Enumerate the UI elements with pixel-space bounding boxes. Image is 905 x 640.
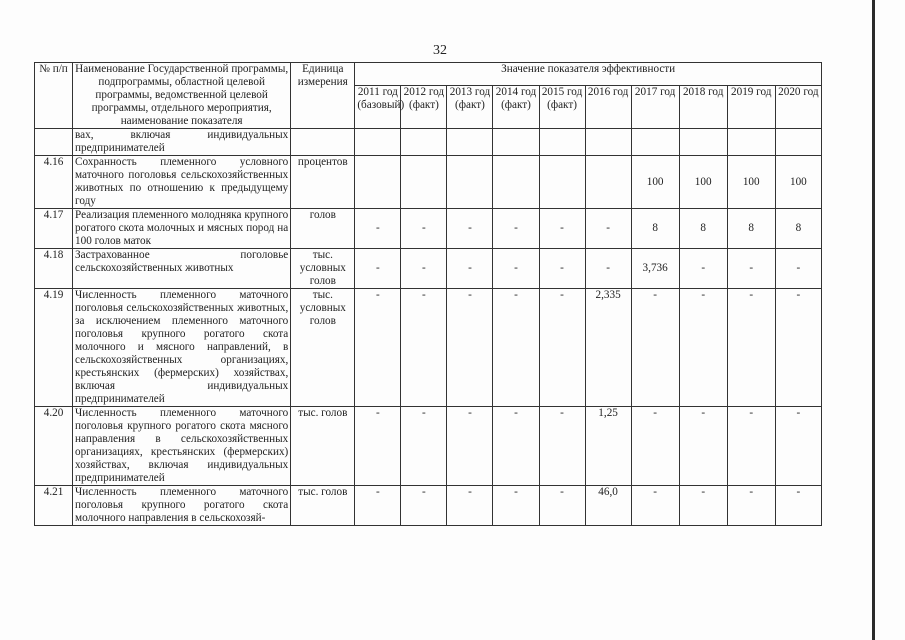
indicator-value: - xyxy=(679,289,727,407)
indicator-value xyxy=(539,156,585,209)
indicator-name: Численность племенного маточного поголовья сельскохозяйственных животных, за исключением племенного маточного поголовья крупного рогатого скота молочного и мясного направлений, в сельскохозяйственных организациях, крестьянских (фермерских) хозяйствах, включая индивидуальных предпринимателей xyxy=(73,289,291,407)
indicator-value: 8 xyxy=(727,209,775,249)
header-year: 2012 год (факт) xyxy=(401,85,447,128)
continuation-text: вах, включая индивидуальных предпринимателей xyxy=(73,129,291,156)
indicator-value: - xyxy=(631,486,679,526)
indicator-value: - xyxy=(631,407,679,486)
indicator-value: - xyxy=(493,209,539,249)
indicator-value: - xyxy=(493,249,539,289)
indicator-value: - xyxy=(447,289,493,407)
header-year: 2011 год (базовый) xyxy=(355,85,401,128)
indicator-value: - xyxy=(679,407,727,486)
unit: тыс. голов xyxy=(291,407,355,486)
indicator-value: - xyxy=(585,249,631,289)
indicator-value: - xyxy=(727,289,775,407)
indicator-table xyxy=(34,62,822,526)
unit: процентов xyxy=(291,156,355,209)
row-number: 4.16 xyxy=(35,156,73,209)
indicator-value: 100 xyxy=(679,156,727,209)
continuation-row xyxy=(35,129,822,156)
unit: голов xyxy=(291,209,355,249)
indicator-value: 100 xyxy=(775,156,821,209)
row-number: 4.20 xyxy=(35,407,73,486)
indicator-value: - xyxy=(539,209,585,249)
indicator-name: Реализация племенного молодняка крупного рогатого скота молочных и мясных пород на 100 голов маток xyxy=(73,209,291,249)
indicator-value xyxy=(493,156,539,209)
table-row xyxy=(35,249,822,289)
indicator-value: - xyxy=(447,407,493,486)
header-year: 2016 год xyxy=(585,85,631,128)
header-year: 2015 год (факт) xyxy=(539,85,585,128)
indicator-value: - xyxy=(355,249,401,289)
indicator-value: - xyxy=(679,249,727,289)
header-no: № п/п xyxy=(35,63,73,129)
indicator-name: Сохранность племенного условного маточного поголовья сельскохозяйственных животных по отношению к предыдущему году xyxy=(73,156,291,209)
indicator-value: 8 xyxy=(679,209,727,249)
header-year: 2014 год (факт) xyxy=(493,85,539,128)
indicator-value: 2,335 xyxy=(585,289,631,407)
indicator-value: - xyxy=(493,486,539,526)
indicator-name: Численность племенного маточного поголовья крупного рогатого скота мясного направления в сельскохозяйственных организациях, крестьянских (фермерских) хозяйствах, включая индивидуальных предпринимателей xyxy=(73,407,291,486)
indicator-value: - xyxy=(401,209,447,249)
header-year: 2017 год xyxy=(631,85,679,128)
indicator-value: - xyxy=(727,486,775,526)
header-year: 2013 год (факт) xyxy=(447,85,493,128)
indicator-value: 100 xyxy=(727,156,775,209)
indicator-value: - xyxy=(355,289,401,407)
indicator-value: - xyxy=(401,249,447,289)
indicator-value: - xyxy=(585,209,631,249)
indicator-value: 8 xyxy=(631,209,679,249)
indicator-value xyxy=(585,156,631,209)
indicator-value: - xyxy=(539,486,585,526)
unit: тыс. голов xyxy=(291,486,355,526)
header-values: Значение показателя эффективности xyxy=(355,63,822,86)
indicator-value: - xyxy=(493,289,539,407)
indicator-value: - xyxy=(447,249,493,289)
indicator-value: - xyxy=(493,407,539,486)
indicator-value: - xyxy=(355,407,401,486)
indicator-value: - xyxy=(539,289,585,407)
row-number: 4.17 xyxy=(35,209,73,249)
indicator-value: - xyxy=(775,289,821,407)
scan-edge-line xyxy=(872,0,875,640)
indicator-value: 1,25 xyxy=(585,407,631,486)
row-number: 4.19 xyxy=(35,289,73,407)
indicator-value: - xyxy=(539,407,585,486)
unit: тыс. условных голов xyxy=(291,289,355,407)
indicator-value: - xyxy=(775,486,821,526)
indicator-value xyxy=(401,156,447,209)
header-name: Наименование Государственной программы, подпрограммы, областной целевой программы, ведомственной целевой программы, отдельного мероприятия, наименование показателя xyxy=(73,63,291,129)
header-year: 2019 год xyxy=(727,85,775,128)
indicator-value: - xyxy=(631,289,679,407)
indicator-value: - xyxy=(775,407,821,486)
indicator-value: 3,736 xyxy=(631,249,679,289)
indicator-value: - xyxy=(355,486,401,526)
unit: тыс. условных голов xyxy=(291,249,355,289)
header-row-1 xyxy=(35,63,822,86)
table-row xyxy=(35,209,822,249)
indicator-value: - xyxy=(401,289,447,407)
indicator-value: - xyxy=(401,407,447,486)
header-year: 2018 год xyxy=(679,85,727,128)
header-unit: Единица измерения xyxy=(291,63,355,129)
page-number: 32 xyxy=(433,43,447,58)
table-row xyxy=(35,156,822,209)
indicator-value: - xyxy=(447,486,493,526)
indicator-value: 100 xyxy=(631,156,679,209)
row-number: 4.21 xyxy=(35,486,73,526)
indicator-value: - xyxy=(727,249,775,289)
header-year: 2020 год xyxy=(775,85,821,128)
indicator-name: Застрахованное поголовье сельскохозяйственных животных xyxy=(73,249,291,289)
table-row xyxy=(35,407,822,486)
indicator-value xyxy=(447,156,493,209)
indicator-name: Численность племенного маточного поголовья крупного рогатого скота молочного направления в сельскохозяй- xyxy=(73,486,291,526)
indicator-value: - xyxy=(447,209,493,249)
indicator-value: - xyxy=(727,407,775,486)
row-number: 4.18 xyxy=(35,249,73,289)
indicator-value: - xyxy=(355,209,401,249)
indicator-value: - xyxy=(539,249,585,289)
indicator-value: 46,0 xyxy=(585,486,631,526)
table-row xyxy=(35,486,822,526)
indicator-value: - xyxy=(679,486,727,526)
table-row xyxy=(35,289,822,407)
indicator-value xyxy=(355,156,401,209)
indicator-value: - xyxy=(775,249,821,289)
indicator-value: 8 xyxy=(775,209,821,249)
indicator-value: - xyxy=(401,486,447,526)
